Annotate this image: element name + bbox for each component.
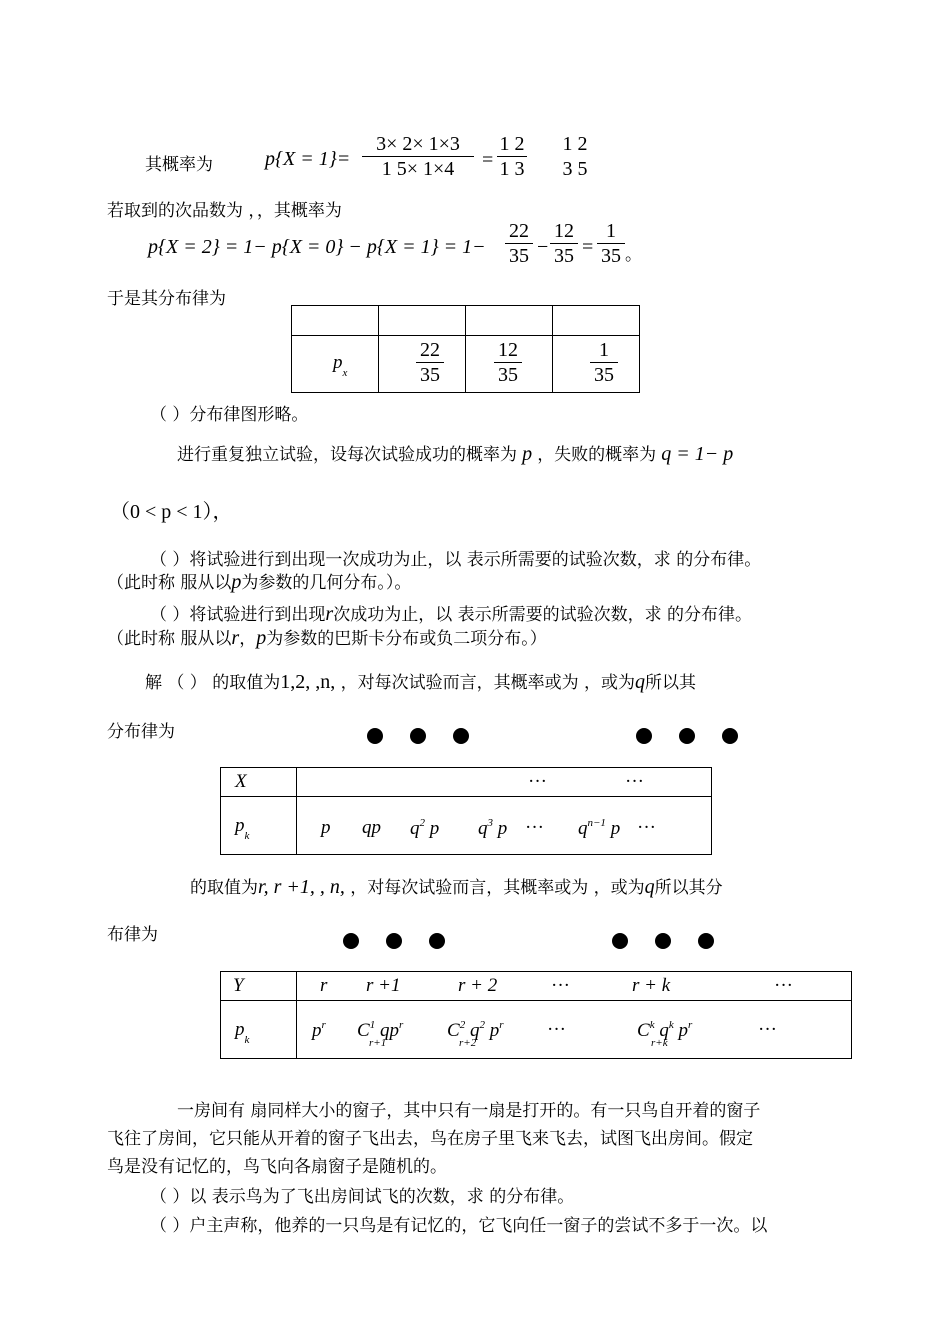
question-2b-post: 为参数的巴斯卡分布或负二项分布。）: [266, 629, 547, 649]
distribution-heading: 于是其分布律为: [107, 289, 226, 309]
fraction-1-num: 3× 2× 1×3: [376, 133, 460, 155]
table3-cell-c2-c: C: [447, 1020, 460, 1041]
table2-cell-qn1p-p: p: [610, 818, 621, 839]
table3-cell-pr-p: p: [312, 1020, 322, 1041]
table2-cell-q3p-p: p: [497, 818, 508, 839]
bullet-dot: [367, 728, 383, 744]
trial-intro: [177, 440, 733, 466]
question-2a: [150, 600, 752, 626]
minus-sign: −: [537, 236, 549, 258]
graph-omitted-note: （ ）分布律图形略。: [150, 405, 309, 425]
table3-head-dots-2: ···: [774, 975, 793, 996]
fraction-3-num: 1 2: [562, 133, 588, 155]
table1-row-label: [333, 352, 347, 379]
table3-cell-ck-p: p: [678, 1020, 688, 1041]
question-1b-p: p: [231, 571, 242, 593]
bullet-dot: [386, 933, 402, 949]
question-2a-pre: （ ）将试验进行到出现: [150, 605, 326, 625]
solution-1-post: 所以其: [645, 673, 697, 693]
question-2a-post: 次成功为止，以 表示所需要的试验次数，求 的分布律。: [333, 605, 753, 625]
table2-cell-qp: qp: [362, 817, 381, 838]
table2-cell-qn1p: [578, 817, 620, 840]
complement-frac-1: [505, 220, 533, 267]
fraction-1-den: 1 5× 1×4: [381, 158, 455, 180]
complement-frac-2-num: 12: [554, 220, 574, 242]
table3-cell-c2-q-sup: 2: [479, 1019, 485, 1031]
table1-row-label-p: p: [333, 352, 343, 373]
solution-2-q: q: [644, 876, 655, 898]
solution-2-mid: ，对每次试验而言，其概率或为 ，或为: [344, 878, 645, 898]
question-1b-post: 为参数的几何分布。）。: [241, 573, 412, 593]
question-2a-r: r: [325, 603, 334, 625]
table2-cell-qn1p-sup: n−1: [587, 817, 606, 829]
defect-count-text: 若取到的次品数为 ，，其概率为: [107, 201, 342, 221]
table1-cell-1-den: 35: [420, 364, 440, 386]
table3-row-label-sub: k: [244, 1034, 250, 1046]
table2-head-dots-2: ···: [625, 771, 644, 792]
bullet-dot: [722, 728, 738, 744]
complement-frac-3: [597, 220, 625, 267]
fraction-2-den: 1 3: [499, 158, 525, 180]
table3-cell-ck-q: q: [659, 1020, 669, 1041]
equals-sign: =: [482, 149, 494, 171]
complement-frac-2-den: 35: [554, 245, 574, 267]
solution-1-q: q: [635, 671, 646, 693]
table2-cell-dots-1: ···: [525, 817, 544, 838]
solution-1-mid: ，对每次试验而言，其概率或为 ，或为: [335, 673, 636, 693]
complement-frac-1-den: 35: [509, 245, 529, 267]
prob-label: 其概率为: [145, 155, 213, 175]
question-1b: [107, 568, 411, 594]
table3-cell-pr-sup: r: [321, 1019, 326, 1031]
table3-cell-dots-1: ···: [547, 1019, 566, 1040]
solution-2-values: r, r +1, , n,: [258, 876, 345, 898]
table3-cell-c2-sup: 2: [459, 1019, 466, 1031]
bird-question-1: （ ）以 表示鸟为了飞出房间试飞的次数，求 的分布律。: [150, 1187, 575, 1207]
complement-frac-1-num: 22: [509, 220, 529, 242]
table3-cell-ck-sub: r+k: [651, 1037, 668, 1049]
table3-cell-c1-sub: r+1: [369, 1037, 387, 1049]
fraction-3: [555, 133, 595, 180]
table3-cell-c2-p-sup: r: [499, 1019, 504, 1031]
table3-cell-c1-c: C: [357, 1020, 370, 1041]
table1-cell-3-num: 1: [599, 339, 609, 361]
question-2b: [107, 624, 547, 650]
complement-formula: p{X = 2} = 1− p{X = 0} − p{X = 1} = 1−: [148, 236, 486, 258]
trial-p: p: [522, 443, 533, 465]
bird-problem-line-3: 鸟是没有记忆的，鸟飞向各扇窗子是随机的。: [107, 1157, 447, 1177]
bird-question-2: （ ）户主声称，他养的一只鸟是有记忆的，它飞向任一窗子的尝试不多于一次。以: [150, 1216, 768, 1236]
fraction-2-num: 1 2: [499, 133, 525, 155]
bullet-dot: [636, 728, 652, 744]
prob-lhs: p{X = 1}=: [265, 148, 351, 170]
table3-cell-c2-sub: r+2: [459, 1037, 477, 1049]
question-1b-pre: （此时称 服从以: [107, 573, 232, 593]
trial-intro-mid: ，失败的概率为: [537, 445, 657, 465]
distribution-table-1: [291, 305, 640, 393]
table1-cell-2-den: 35: [498, 364, 518, 386]
p-condition: （0 < p < 1），: [110, 501, 233, 523]
table2-row-label-sub: k: [244, 830, 250, 842]
table2-cell-p: p: [321, 817, 331, 838]
solution-1-values: 1,2, ,n,: [280, 671, 336, 693]
bullet-dot: [612, 933, 628, 949]
table3-cell-ck-p-sup: r: [687, 1019, 693, 1031]
table2-cell-qn1p-q: q: [578, 818, 588, 839]
table2-cell-q2p: [410, 817, 439, 840]
table3-row-label: [235, 1019, 249, 1046]
full-stop: 。: [625, 245, 642, 265]
table1-cell-3: [590, 339, 618, 386]
fraction-2: [497, 133, 527, 180]
trial-intro-text: 进行重复独立试验，设每次试验成功的概率为: [177, 445, 517, 465]
table2-row-label-p: p: [235, 815, 245, 836]
table3-head-r2: r + 2: [458, 975, 498, 996]
table2-head-label: X: [235, 771, 247, 792]
table3-head-dots-1: ···: [551, 975, 570, 996]
solution-2-post: 所以其分: [654, 878, 723, 898]
solution-2: [190, 873, 723, 899]
table3-head-label: Y: [233, 975, 244, 996]
bullet-dot: [679, 728, 695, 744]
table3-cell-ck-c: C: [637, 1020, 650, 1041]
bullet-dot: [698, 933, 714, 949]
table2-cell-dots-2: ···: [637, 817, 656, 838]
equals-sign-2: =: [582, 236, 594, 258]
table3-head-r: r: [320, 975, 328, 996]
fraction-3-den: 3 5: [562, 158, 588, 180]
solution-2-pre: 的取值为: [190, 878, 258, 898]
table2-head-dots-1: ···: [528, 771, 547, 792]
table3-cell-c1-sup: 1: [369, 1019, 376, 1031]
table3-cell-pr: [312, 1019, 326, 1042]
table2-cell-q2p-q: q: [410, 818, 420, 839]
table3-head-r1: r +1: [366, 975, 401, 996]
table3-cell-c2-q: q: [469, 1020, 480, 1041]
bullet-dot: [410, 728, 426, 744]
bullet-dot: [655, 933, 671, 949]
table3-cell-c1-qp-sup: r: [398, 1019, 404, 1031]
trial-q-expr: q = 1− p: [661, 443, 734, 465]
table2-cell-q2p-p: p: [429, 818, 440, 839]
table2-cell-q3p-q: q: [478, 818, 488, 839]
table3-cell-c2-p: p: [489, 1020, 500, 1041]
table3-cell-ck-sup: k: [649, 1019, 655, 1031]
table3-cell-dots-2: ···: [758, 1019, 777, 1040]
question-2b-mid: ，: [239, 629, 257, 649]
bullet-dot: [429, 933, 445, 949]
table1-cell-1: [416, 339, 444, 386]
solution-2-dist-label: 布律为: [107, 925, 158, 945]
bird-problem-line-1: 一房间有 扇同样大小的窗子，其中只有一扇是打开的。有一只鸟自开着的窗子: [177, 1101, 761, 1121]
table3-head-rk: r + k: [632, 975, 671, 996]
question-2b-pre: （此时称 服从以: [107, 629, 232, 649]
fraction-1: [362, 133, 474, 180]
table2-cell-q3p-sup: 3: [487, 817, 493, 829]
pascal-dist-table: [220, 971, 852, 1059]
table1-row-label-sub: x: [342, 367, 348, 379]
question-2b-p: p: [256, 627, 267, 649]
bird-problem-line-2: 飞往了房间，它只能从开着的窗子飞出去，鸟在房子里飞来飞去，试图飞出房间。假定: [107, 1129, 753, 1149]
bullet-dot: [453, 728, 469, 744]
solution-1: [145, 668, 696, 694]
table3-cell-c1-qp: qp: [379, 1020, 399, 1041]
table1-cell-3-den: 35: [594, 364, 614, 386]
bullet-dot: [343, 933, 359, 949]
complement-frac-2: [550, 220, 578, 267]
table3-row-label-p: p: [235, 1019, 245, 1040]
question-1a: （ ）将试验进行到出现一次成功为止，以 表示所需要的试验次数，求 的分布律。: [150, 550, 762, 570]
table1-cell-2-num: 12: [498, 339, 518, 361]
table2-cell-q3p: [478, 817, 507, 840]
table1-cell-1-num: 22: [420, 339, 440, 361]
table1-cell-2: [494, 339, 522, 386]
complement-frac-3-den: 35: [601, 245, 621, 267]
question-2b-r: r: [231, 627, 240, 649]
solution-1-dist-label: 分布律为: [107, 722, 175, 742]
solution-1-pre: 解 （ ） 的取值为: [145, 673, 281, 693]
table2-row-label: [235, 815, 249, 842]
complement-frac-3-num: 1: [606, 220, 616, 242]
table3-cell-ck-q-sup: k: [668, 1019, 674, 1031]
table2-cell-q2p-sup: 2: [419, 817, 425, 829]
